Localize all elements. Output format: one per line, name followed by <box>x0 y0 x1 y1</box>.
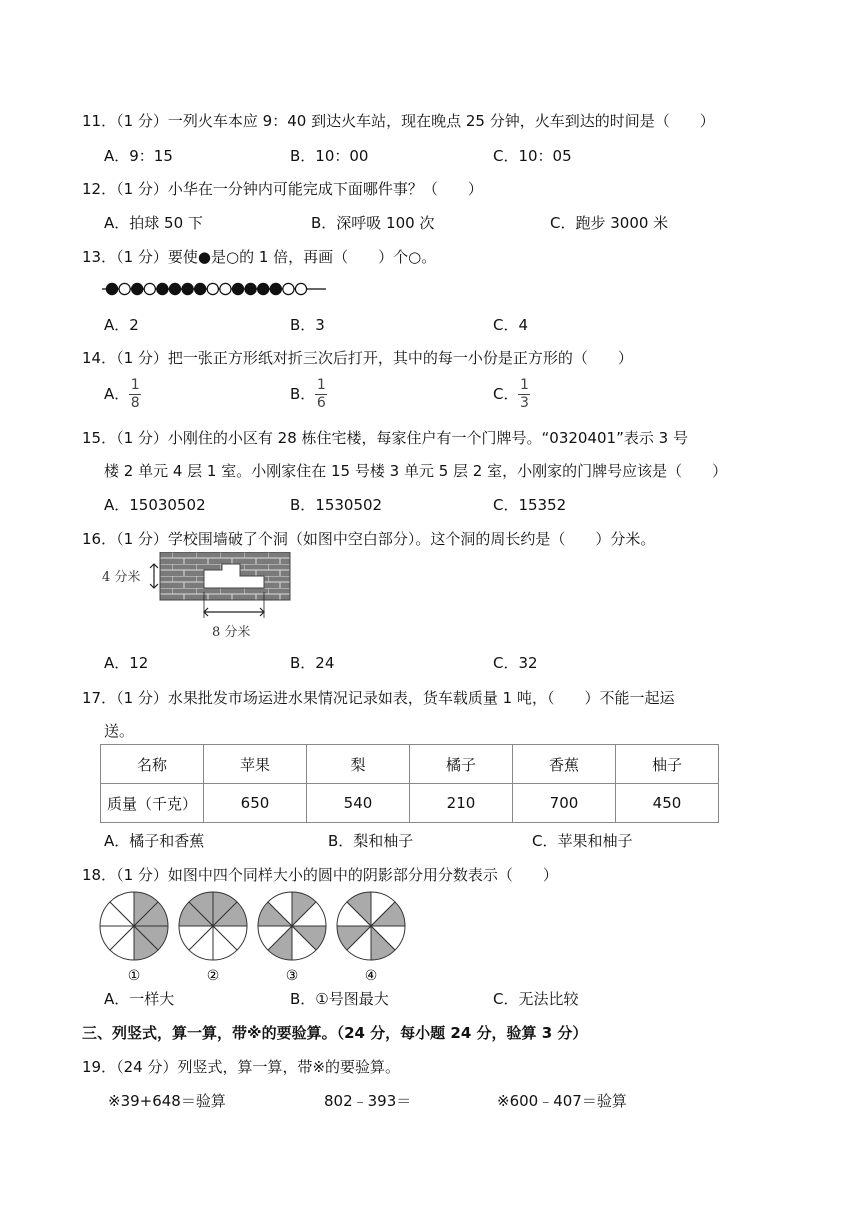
fraction <box>315 378 327 411</box>
q11-option-c: C．10：05 <box>493 147 572 165</box>
q17-line1: 17．（1 分）水果批发市场运进水果情况记录如表，货车载质量 1 吨，（ ）不能一起运 <box>82 689 675 707</box>
black-bead <box>258 283 269 294</box>
white-bead <box>207 283 218 294</box>
q12-option-c: C．跑步 3000 米 <box>550 214 669 232</box>
table-cell: 质量（千克） <box>101 784 204 823</box>
white-bead <box>119 283 130 294</box>
q14-option-a <box>104 378 141 411</box>
q17-option-c: C．苹果和柚子 <box>532 832 633 850</box>
table-cell: 橘子 <box>410 745 513 784</box>
q11-stem: 11．（1 分）一列火车本应 9：40 到达火车站，现在晚点 25 分钟，火车到达的时间是（ ） <box>82 112 715 130</box>
black-bead <box>132 283 143 294</box>
black-bead <box>245 283 256 294</box>
table-row <box>101 784 719 823</box>
denominator: 6 <box>316 395 326 411</box>
q17-line2: 送。 <box>104 722 135 740</box>
q11-option-b: B．10：00 <box>290 147 369 165</box>
shaded-circles-figure <box>96 888 416 986</box>
table-cell: 700 <box>513 784 616 823</box>
black-bead <box>182 283 193 294</box>
q15-option-c: C．15352 <box>493 496 567 514</box>
q16-option-a: A．12 <box>104 654 149 672</box>
black-bead <box>157 283 168 294</box>
circle-label: ④ <box>364 968 378 984</box>
q14-option-b <box>290 378 327 411</box>
q18-stem: 18．（1 分）如图中四个同样大小的圆中的阴影部分用分数表示（ ） <box>82 866 558 884</box>
table-cell: 梨 <box>307 745 410 784</box>
numerator: 1 <box>130 377 140 393</box>
q12-option-a: A．拍球 50 下 <box>104 214 203 232</box>
q18-option-b: B．①号图最大 <box>290 990 389 1008</box>
q13-option-c: C．4 <box>493 316 529 334</box>
q18-option-c: C．无法比较 <box>493 990 579 1008</box>
q16-stem: 16．（1 分）学校围墙破了个洞（如图中空白部分）。这个洞的周长约是（ ）分米。 <box>82 530 656 548</box>
table-cell: 210 <box>410 784 513 823</box>
table-cell: 650 <box>204 784 307 823</box>
q15-line1: 15．（1 分）小刚住的小区有 28 栋住宅楼，每家住户有一个门牌号。“0320401”表示 3 号 <box>82 429 688 447</box>
black-bead <box>106 283 117 294</box>
q13-stem: 13．（1 分）要使●是○的 1 倍，再画（ ）个○。 <box>82 248 437 266</box>
q17-option-a: A．橘子和香蕉 <box>104 832 205 850</box>
q14-option-c <box>493 378 530 411</box>
circle-label: ① <box>127 968 141 984</box>
q14-stem: 14．（1 分）把一张正方形纸对折三次后打开，其中的每一小份是正方形的（ ） <box>82 349 633 367</box>
q18-option-a: A．一样大 <box>104 990 175 1008</box>
width-label: 8 分米 <box>212 625 251 640</box>
black-bead <box>270 283 281 294</box>
wall-hole-figure <box>100 552 295 648</box>
q14-option-c-prefix: C． <box>493 385 519 403</box>
q15-option-b: B．1530502 <box>290 496 383 514</box>
fraction <box>518 378 530 411</box>
circle-label: ③ <box>285 968 299 984</box>
q13-option-b: B．3 <box>290 316 325 334</box>
q14-option-b-prefix: B． <box>290 385 316 403</box>
q19-problem-2: 802﹣393＝ <box>324 1092 412 1110</box>
height-label: 4 分米 <box>102 570 141 585</box>
q12-option-b: B．深呼吸 100 次 <box>311 214 435 232</box>
q11-option-a: A．9：15 <box>104 147 173 165</box>
table-cell: 540 <box>307 784 410 823</box>
black-bead <box>169 283 180 294</box>
table-cell: 名称 <box>101 745 204 784</box>
fraction <box>129 378 141 411</box>
q14-option-a-prefix: A． <box>104 385 130 403</box>
fruit-weight-table <box>100 744 719 823</box>
circle-group <box>100 892 405 984</box>
denominator: 3 <box>520 395 529 411</box>
q13-option-a: A．2 <box>104 316 139 334</box>
q17-option-b: B．梨和柚子 <box>328 832 414 850</box>
q15-option-a: A．15030502 <box>104 496 206 514</box>
section-3-title: 三、列竖式，算一算，带※的要验算。（24 分，每小题 24 分，验算 3 分） <box>82 1024 588 1042</box>
q19-problem-3: ※600﹣407＝验算 <box>497 1092 627 1110</box>
q16-option-c: C．32 <box>493 654 538 672</box>
circle-label: ② <box>206 968 220 984</box>
white-bead <box>295 283 306 294</box>
table-cell: 柚子 <box>616 745 719 784</box>
white-bead <box>144 283 155 294</box>
q12-stem: 12．（1 分）小华在一分钟内可能完成下面哪件事？（ ） <box>82 180 483 198</box>
table-header-row <box>101 745 719 784</box>
q15-line2: 楼 2 单元 4 层 1 室。小刚家住在 15 号楼 3 单元 5 层 2 室，小刚家的门牌号应该是（ ） <box>104 462 728 480</box>
white-bead <box>220 283 231 294</box>
q19-problem-1: ※39+648＝验算 <box>108 1092 226 1110</box>
black-bead <box>195 283 206 294</box>
black-bead <box>232 283 243 294</box>
bead-string-figure <box>100 278 330 300</box>
table-cell: 苹果 <box>204 745 307 784</box>
table-cell: 香蕉 <box>513 745 616 784</box>
table-cell: 450 <box>616 784 719 823</box>
denominator: 8 <box>130 395 140 411</box>
q16-option-b: B．24 <box>290 654 335 672</box>
numerator: 1 <box>520 377 529 393</box>
white-bead <box>283 283 294 294</box>
q19-stem: 19．（24 分）列竖式，算一算，带※的要验算。 <box>82 1058 401 1076</box>
numerator: 1 <box>316 377 326 393</box>
